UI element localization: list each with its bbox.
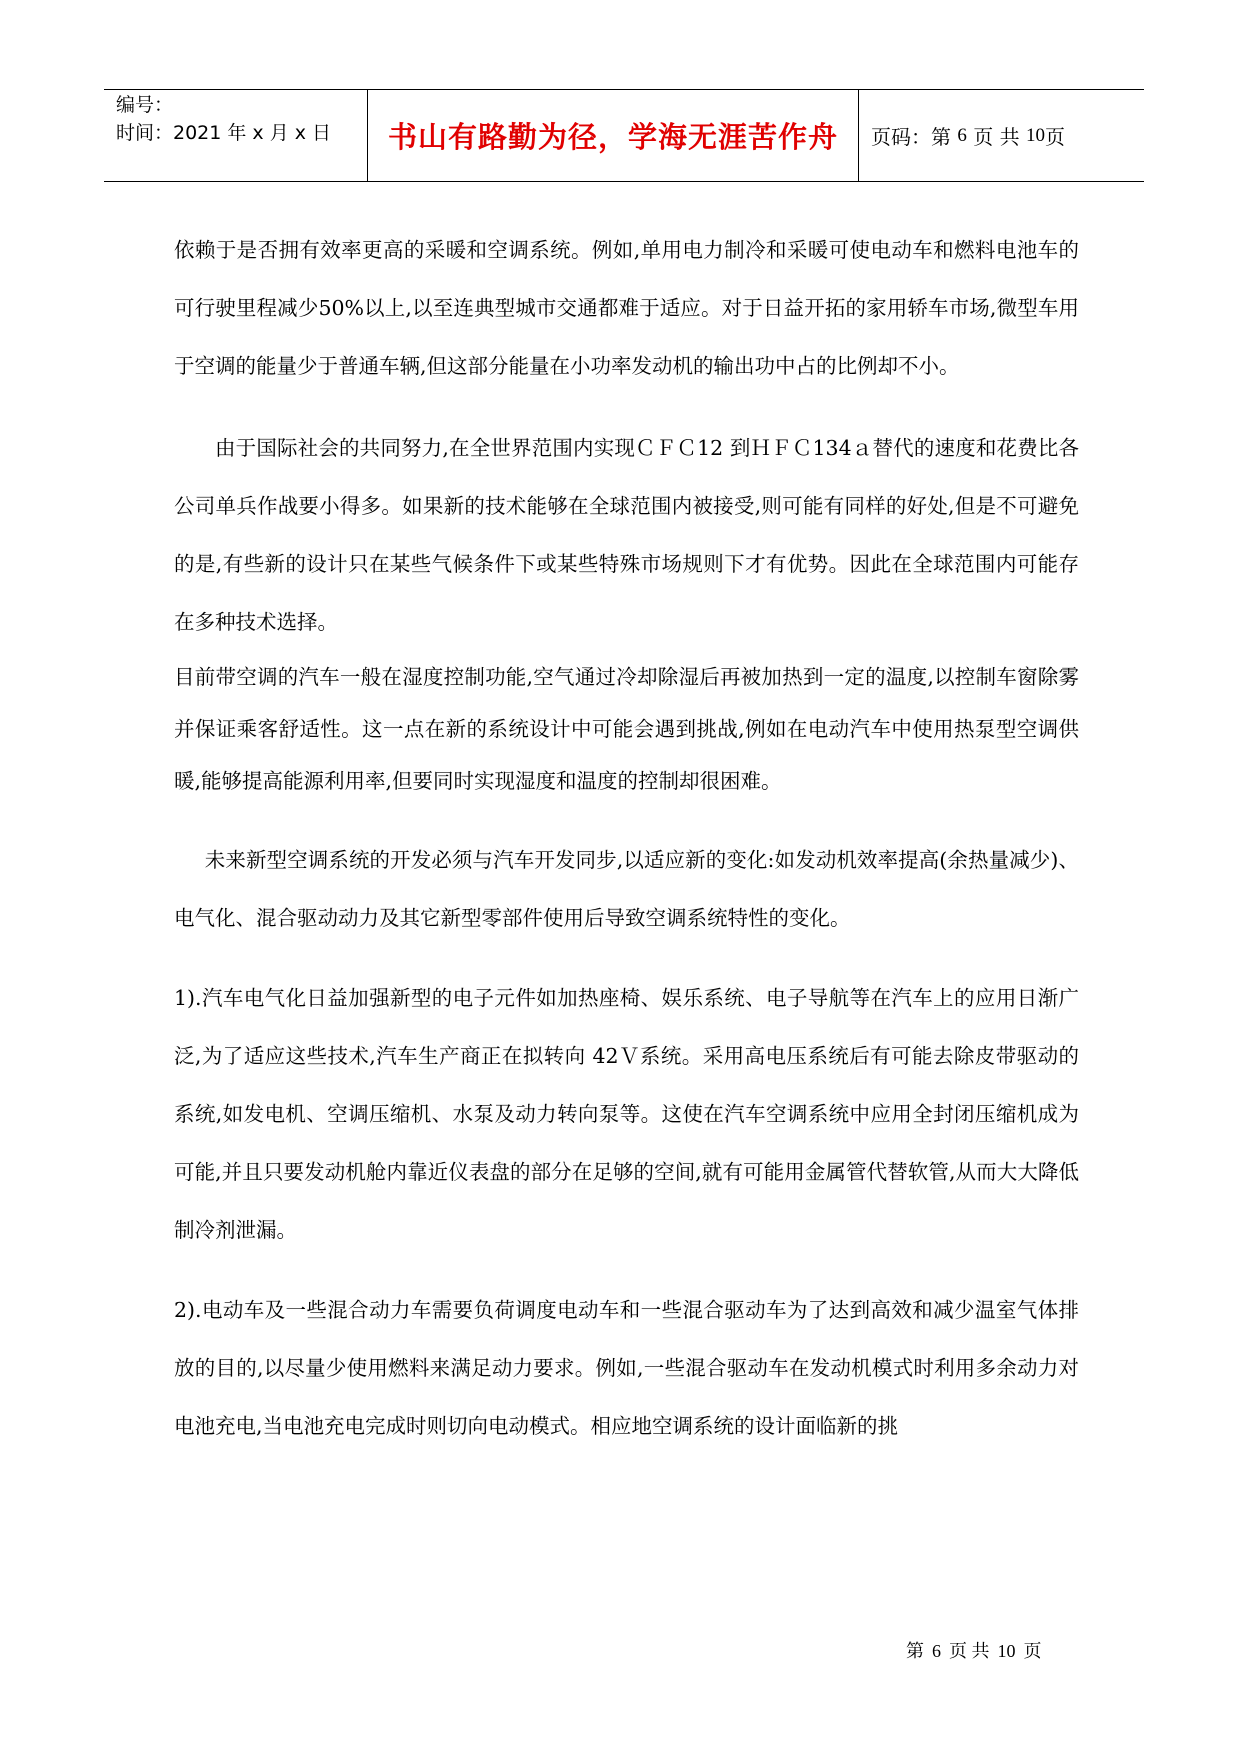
footer-total-pages: 10 [997,1641,1016,1661]
header-page-indicator [859,90,1144,181]
document-body [174,221,1079,1455]
paragraph-5: 1).汽车电气化日益加强新型的电子元件如加热座椅、娱乐系统、电子导航等在汽车上的应用日渐广泛,为了适应这些技术,汽车生产商正在拟转向 42Ｖ系统。采用高电压系统后有可能去除皮带驱动的系统,如发电机、空调压缩机、水泵及动力转向泵等。这使在汽车空调系统中应用全封闭压缩机成为可能,并且只要发动机舱内靠近仪表盘的部分在足够的空间,就有可能用金属管代替软管,从而大大降低制冷剂泄漏。 [174,986,1079,1242]
header-motto: 书山有路勤为径，学海无涯苦作舟 [368,90,859,181]
paragraph-3: 目前带空调的汽车一般在湿度控制功能,空气通过冷却除湿后再被加热到一定的温度,以控制车窗除雾并保证乘客舒适性。这一点在新的系统设计中可能会遇到挑战,例如在电动汽车中使用热泵型空调供暖,能够提高能源利用率,但要同时实现湿度和温度的控制却很困难。 [174,665,1079,793]
footer-current-page: 6 [932,1641,941,1661]
page-label: 页码：第 [871,125,951,149]
paragraph-2: 由于国际社会的共同努力,在全世界范围内实现ＣＦＣ12 到ＨＦＣ134ａ替代的速度和花费比各公司单兵作战要小得多。如果新的技术能够在全球范围内被接受,则可能有同样的好处,但是不可避免的是,有些新的设计只在某些气候条件下或某些特殊市场规则下才有优势。因此在全球范围内可能存在多种技术选择。 [174,436,1079,634]
footer-prefix: 第 [906,1641,924,1661]
header-current-page: 6 [957,124,967,146]
page-end-label: 页 [1044,125,1065,149]
header-total-pages: 10 [1025,124,1045,146]
serial-number-label: 编号： [116,94,174,116]
page-footer [906,1637,1050,1663]
paragraph-6: 2).电动车及一些混合动力车需要负荷调度电动车和一些混合驱动车为了达到高效和减少温室气体排放的目的,以尽量少使用燃料来满足动力要求。例如,一些混合驱动车在发动机模式时利用多余动力对电池充电,当电池充电完成时则切向电动模式。相应地空调系统的设计面临新的挑 [174,1298,1079,1438]
footer-mid: 页 共 [949,1641,990,1661]
page-header [104,89,1144,182]
header-meta [104,90,368,181]
paragraph-1: 依赖于是否拥有效率更高的采暖和空调系统。例如,单用电力制冷和采暖可使电动车和燃料电池车的可行驶里程减少50%以上,以至连典型城市交通都难于适应。对于日益开拓的家用轿车市场,微型车用于空调的能量少于普通车辆,但这部分能量在小功率发动机的输出功中占的比例却不小。 [174,238,1079,378]
date-label: 时间：2021 年 x 月 x 日 [116,122,332,144]
footer-suffix: 页 [1023,1641,1042,1661]
page-mid-label: 页 共 [973,125,1020,149]
paragraph-4: 未来新型空调系统的开发必须与汽车开发同步,以适应新的变化:如发动机效率提高(余热量减少)、电气化、混合驱动动力及其它新型零部件使用后导致空调系统特性的变化。 [174,848,1079,930]
